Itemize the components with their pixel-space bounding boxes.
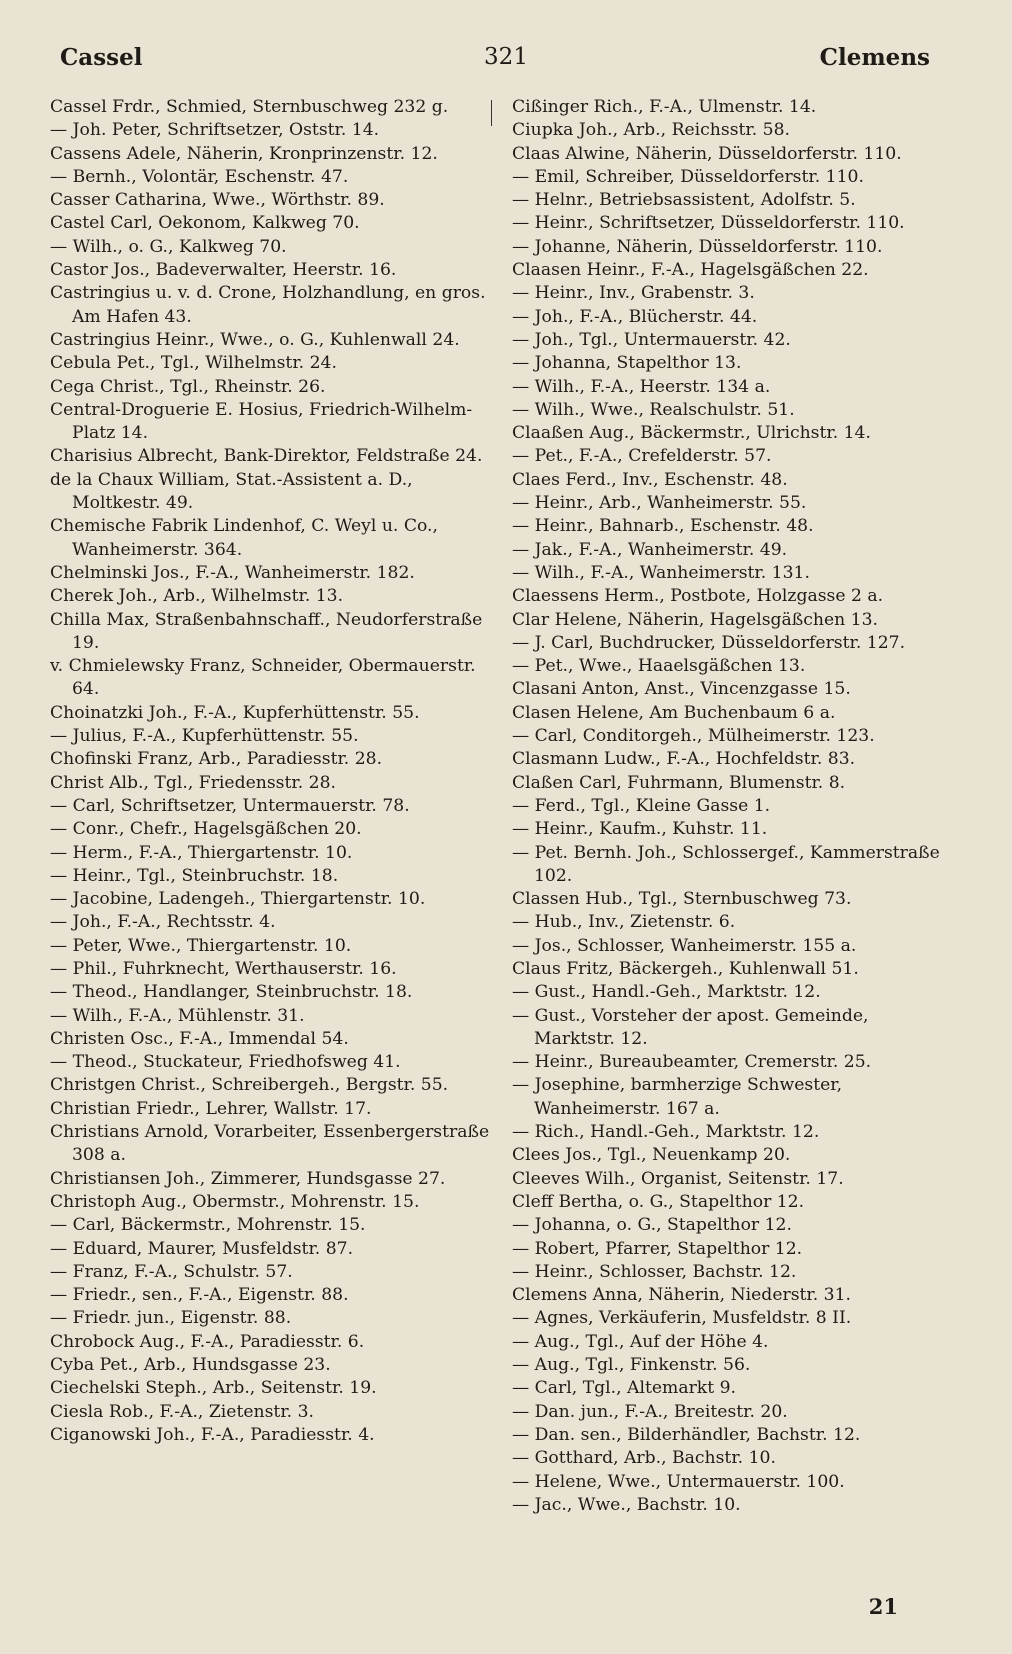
directory-entry: Claus Fritz, Bäckergeh., Kuhlenwall 51. xyxy=(512,958,859,979)
directory-entry: Castor Jos., Badeverwalter, Heerstr. 16. xyxy=(50,260,397,281)
directory-entry: — Heinr., Kaufm., Kuhstr. 11. xyxy=(512,819,768,840)
directory-entry: — Aug., Tgl., Finkenstr. 56. xyxy=(512,1355,751,1376)
directory-entry: — Jacobine, Ladengeh., Thiergartenstr. 10. xyxy=(50,889,426,910)
directory-entry: Christen Osc., F.-A., Immendal 54. xyxy=(50,1028,349,1049)
directory-entry: — Gust., Handl.-Geh., Marktstr. 12. xyxy=(512,982,821,1003)
directory-entry: — Agnes, Verkäuferin, Musfeldstr. 8 II. xyxy=(512,1308,852,1329)
directory-entry: — Joh., Tgl., Untermauerstr. 42. xyxy=(512,329,791,350)
directory-entry: Castel Carl, Oekonom, Kalkweg 70. xyxy=(50,213,360,234)
column-divider xyxy=(491,100,492,126)
directory-entry: — Rich., Handl.-Geh., Marktstr. 12. xyxy=(512,1122,820,1143)
directory-entry: — Aug., Tgl., Auf der Höhe 4. xyxy=(512,1331,769,1352)
directory-entry: Cißinger Rich., F.-A., Ulmenstr. 14. xyxy=(512,97,817,117)
directory-entry: — Ferd., Tgl., Kleine Gasse 1. xyxy=(512,795,771,816)
directory-entry: Classen Hub., Tgl., Sternbuschweg 73. xyxy=(512,889,852,910)
directory-entry: Clemens Anna, Näherin, Niederstr. 31. xyxy=(512,1285,852,1306)
directory-entry: Christgen Christ., Schreibergeh., Bergstr. 55. xyxy=(50,1075,449,1096)
directory-entry: Ciesla Rob., F.-A., Zietenstr. 3. xyxy=(50,1401,314,1422)
directory-entry: — Jac., Wwe., Bachstr. 10. xyxy=(512,1494,741,1515)
directory-entry: — Joh. Peter, Schriftsetzer, Oststr. 14. xyxy=(50,120,380,141)
directory-entry: Cega Christ., Tgl., Rheinstr. 26. xyxy=(50,376,326,397)
directory-entry: — Josephine, barmherzige Schwester, Wanheimerstr. 167 a. xyxy=(512,1075,843,1119)
directory-entry: — Pet., F.-A., Crefelderstr. 57. xyxy=(512,446,772,467)
directory-entry: Ciupka Joh., Arb., Reichsstr. 58. xyxy=(512,120,791,141)
directory-entry: Castringius Heinr., Wwe., o. G., Kuhlenwall 24. xyxy=(50,329,460,350)
directory-entry: Clar Helene, Näherin, Hagelsgäßchen 13. xyxy=(512,609,878,630)
directory-entry: — Heinr., Schlosser, Bachstr. 12. xyxy=(512,1261,797,1282)
directory-entry: Chilla Max, Straßenbahnschaff., Neudorferstraße 19. xyxy=(50,609,483,653)
right-column xyxy=(512,96,952,1517)
header-left-catchword: Cassel xyxy=(60,44,143,71)
directory-entry: Claasen Heinr., F.-A., Hagelsgäßchen 22. xyxy=(512,260,869,281)
directory-entry: Casser Catharina, Wwe., Wörthstr. 89. xyxy=(50,190,385,211)
directory-entry: Cassens Adele, Näherin, Kronprinzenstr. 12. xyxy=(50,143,438,164)
directory-entry: — Theod., Handlanger, Steinbruchstr. 18. xyxy=(50,982,413,1003)
directory-entry: — Heinr., Inv., Grabenstr. 3. xyxy=(512,283,755,304)
left-column xyxy=(50,96,490,1447)
directory-entry: — Heinr., Bureaubeamter, Cremerstr. 25. xyxy=(512,1052,872,1073)
directory-entry: — Friedr., sen., F.-A., Eigenstr. 88. xyxy=(50,1285,349,1306)
directory-entry: Chelminski Jos., F.-A., Wanheimerstr. 182. xyxy=(50,562,415,583)
directory-entry: Ciganowski Joh., F.-A., Paradiesstr. 4. xyxy=(50,1424,375,1445)
directory-entry: — Phil., Fuhrknecht, Werthauserstr. 16. xyxy=(50,958,397,979)
directory-entry: Clasani Anton, Anst., Vincenzgasse 15. xyxy=(512,679,851,700)
directory-entry: — Heinr., Schriftsetzer, Düsseldorferstr. 110. xyxy=(512,213,905,234)
directory-entry: Christoph Aug., Obermstr., Mohrenstr. 15. xyxy=(50,1191,420,1212)
directory-entry: — Wilh., F.-A., Wanheimerstr. 131. xyxy=(512,562,810,583)
directory-entry: — Johanne, Näherin, Düsseldorferstr. 110. xyxy=(512,236,883,257)
directory-entry: v. Chmielewsky Franz, Schneider, Obermauerstr. 64. xyxy=(50,656,476,700)
directory-entry: — Joh., F.-A., Blücherstr. 44. xyxy=(512,306,758,327)
directory-entry: Clasen Helene, Am Buchenbaum 6 a. xyxy=(512,702,836,723)
directory-entry: — Wilh., F.-A., Heerstr. 134 a. xyxy=(512,376,771,397)
directory-entry: — Eduard, Maurer, Musfeldstr. 87. xyxy=(50,1238,354,1259)
directory-entry: — Wilh., o. G., Kalkweg 70. xyxy=(50,236,287,257)
directory-entry: Cassel Frdr., Schmied, Sternbuschweg 232 g. xyxy=(50,97,449,117)
directory-entry: Christiansen Joh., Zimmerer, Hundsgasse 27. xyxy=(50,1168,446,1189)
running-header xyxy=(46,44,966,84)
directory-entry: — Gust., Vorsteher der apost. Gemeinde, Marktstr. 12. xyxy=(512,1005,869,1049)
directory-entry: Cebula Pet., Tgl., Wilhelmstr. 24. xyxy=(50,353,337,374)
directory-entry: Claes Ferd., Inv., Eschenstr. 48. xyxy=(512,469,788,490)
directory-entry: — Conr., Chefr., Hagelsgäßchen 20. xyxy=(50,819,362,840)
directory-entry: Castringius u. v. d. Crone, Holzhandlung, en gros. Am Hafen 43. xyxy=(50,283,486,327)
signature-mark: 21 xyxy=(868,1594,898,1619)
directory-entry: Chemische Fabrik Lindenhof, C. Weyl u. Co., Wanheimerstr. 364. xyxy=(50,516,438,560)
directory-entry: Charisius Albrecht, Bank-Direktor, Feldstraße 24. xyxy=(50,446,483,467)
directory-entry: Christian Friedr., Lehrer, Wallstr. 17. xyxy=(50,1098,372,1119)
directory-entry: — Julius, F.-A., Kupferhüttenstr. 55. xyxy=(50,726,359,747)
directory-entry: — Heinr., Tgl., Steinbruchstr. 18. xyxy=(50,865,339,886)
directory-entry: — Emil, Schreiber, Düsseldorferstr. 110. xyxy=(512,166,864,187)
directory-entry: Ciechelski Steph., Arb., Seitenstr. 19. xyxy=(50,1378,377,1399)
directory-entry: Clasmann Ludw., F.-A., Hochfeldstr. 83. xyxy=(512,749,856,770)
directory-entry: — Helene, Wwe., Untermauerstr. 100. xyxy=(512,1471,845,1492)
directory-entry: Christ Alb., Tgl., Friedensstr. 28. xyxy=(50,772,336,793)
directory-entry: — Theod., Stuckateur, Friedhofsweg 41. xyxy=(50,1052,401,1073)
page-number: 321 xyxy=(484,44,528,70)
directory-entry: — Robert, Pfarrer, Stapelthor 12. xyxy=(512,1238,803,1259)
directory-entry: Chrobock Aug., F.-A., Paradiesstr. 6. xyxy=(50,1331,365,1352)
directory-entry: — Wilh., F.-A., Mühlenstr. 31. xyxy=(50,1005,305,1026)
directory-entry: Claaßen Aug., Bäckermstr., Ulrichstr. 14. xyxy=(512,423,871,444)
directory-entry: — Peter, Wwe., Thiergartenstr. 10. xyxy=(50,935,352,956)
directory-entry: Clees Jos., Tgl., Neuenkamp 20. xyxy=(512,1145,791,1166)
directory-entry: — Heinr., Bahnarb., Eschenstr. 48. xyxy=(512,516,814,537)
directory-entry: — Carl, Conditorgeh., Mülheimerstr. 123. xyxy=(512,726,875,747)
directory-entry: — Dan. sen., Bilderhändler, Bachstr. 12. xyxy=(512,1424,861,1445)
directory-entry: — Pet. Bernh. Joh., Schlossergef., Kammerstraße 102. xyxy=(512,842,940,886)
directory-entry: — Dan. jun., F.-A., Breitestr. 20. xyxy=(512,1401,788,1422)
header-right-catchword: Clemens xyxy=(819,44,930,71)
directory-entry: — Heinr., Arb., Wanheimerstr. 55. xyxy=(512,493,807,514)
directory-entry: — Friedr. jun., Eigenstr. 88. xyxy=(50,1308,292,1329)
directory-entry: Central-Droguerie E. Hosius, Friedrich-Wilhelm-Platz 14. xyxy=(50,399,473,444)
directory-entry: Claessens Herm., Postbote, Holzgasse 2 a. xyxy=(512,586,884,607)
directory-entry: — Jos., Schlosser, Wanheimerstr. 155 a. xyxy=(512,935,857,956)
directory-entry: Claas Alwine, Näherin, Düsseldorferstr. 110. xyxy=(512,143,902,164)
directory-entry: — Carl, Schriftsetzer, Untermauerstr. 78. xyxy=(50,795,410,816)
directory-entry: Cleeves Wilh., Organist, Seitenstr. 17. xyxy=(512,1168,844,1189)
directory-entry: Cherek Joh., Arb., Wilhelmstr. 13. xyxy=(50,586,344,607)
directory-entry: de la Chaux William, Stat.-Assistent a. D., Moltkestr. 49. xyxy=(50,469,413,514)
directory-entry: — Carl, Tgl., Altemarkt 9. xyxy=(512,1378,736,1399)
directory-entry: — Herm., F.-A., Thiergartenstr. 10. xyxy=(50,842,353,863)
directory-entry: — Joh., F.-A., Rechtsstr. 4. xyxy=(50,912,276,933)
directory-entry: Christians Arnold, Vorarbeiter, Essenbergerstraße 308 a. xyxy=(50,1122,490,1166)
directory-entry: — Johanna, Stapelthor 13. xyxy=(512,353,742,374)
directory-entry: — Franz, F.-A., Schulstr. 57. xyxy=(50,1261,293,1282)
directory-entry: — Jak., F.-A., Wanheimerstr. 49. xyxy=(512,539,788,560)
directory-entry: — Gotthard, Arb., Bachstr. 10. xyxy=(512,1448,776,1469)
directory-entry: Claßen Carl, Fuhrmann, Blumenstr. 8. xyxy=(512,772,846,793)
directory-entry: Cyba Pet., Arb., Hundsgasse 23. xyxy=(50,1355,331,1376)
directory-entry: Cleff Bertha, o. G., Stapelthor 12. xyxy=(512,1191,805,1212)
directory-entry: — Carl, Bäckermstr., Mohrenstr. 15. xyxy=(50,1215,366,1236)
directory-entry: — Hub., Inv., Zietenstr. 6. xyxy=(512,912,736,933)
directory-entry: — J. Carl, Buchdrucker, Düsseldorferstr. 127. xyxy=(512,632,906,653)
directory-entry: — Johanna, o. G., Stapelthor 12. xyxy=(512,1215,792,1236)
directory-entry: — Wilh., Wwe., Realschulstr. 51. xyxy=(512,399,795,420)
directory-entry: — Bernh., Volontär, Eschenstr. 47. xyxy=(50,166,349,187)
directory-entry: Chofinski Franz, Arb., Paradiesstr. 28. xyxy=(50,749,383,770)
directory-entry: — Helnr., Betriebsassistent, Adolfstr. 5. xyxy=(512,190,856,211)
directory-entry: — Pet., Wwe., Haaelsgäßchen 13. xyxy=(512,656,806,677)
directory-entry: Choinatzki Joh., F.-A., Kupferhüttenstr. 55. xyxy=(50,702,420,723)
